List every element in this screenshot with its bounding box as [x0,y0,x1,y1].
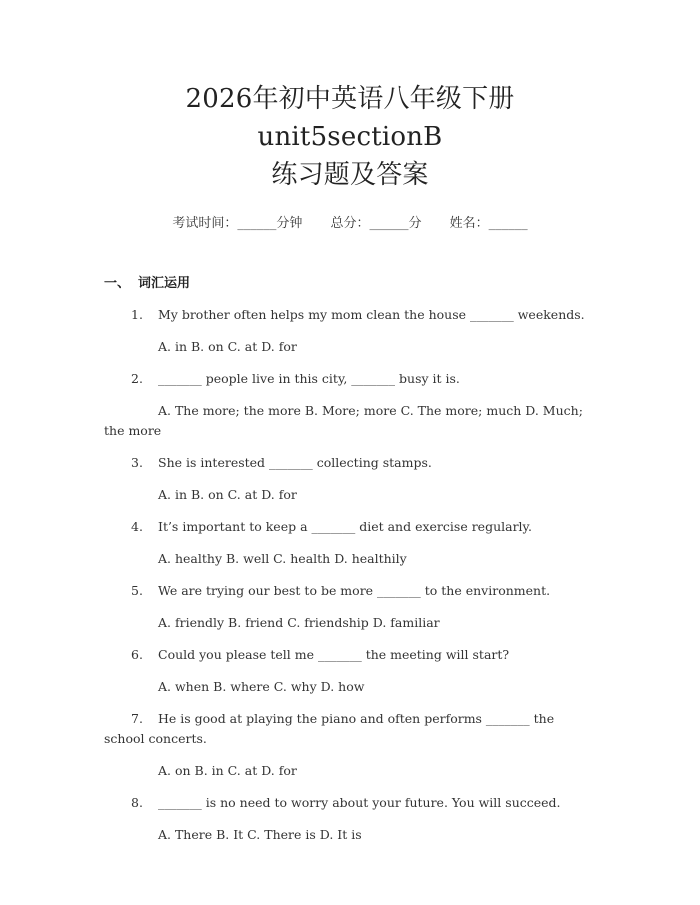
title-line-2: 练习题及答案 [271,160,429,190]
question-item [104,581,596,633]
question-options: A. in B. on C. at D. for [158,339,297,354]
question-number: 8. [131,795,143,810]
question-stem [104,581,596,601]
question-options: A. in B. on C. at D. for [158,487,297,502]
question-stem [104,305,596,325]
question-number: 1. [131,307,143,322]
exam-meta [104,215,596,233]
question-item [104,517,596,569]
document-title [104,0,596,194]
question-options: A. There B. It C. There is D. It is [158,827,362,842]
question-options: A. on B. in C. at D. for [158,763,297,778]
exam-time-field: 考试时间：______分钟 [172,216,303,231]
question-number: 3. [131,455,143,470]
question-item [104,369,596,441]
question-text: _______ people live in this city, _______ busy it is. [158,371,460,386]
question-item [104,709,596,781]
question-item [104,793,596,845]
question-stem [104,709,596,749]
question-number: 4. [131,519,143,534]
question-text: _______ is no need to worry about your future. You will succeed. [158,795,561,810]
question-item [104,645,596,697]
question-stem [104,645,596,665]
question-text: It’s important to keep a _______ diet and exercise regularly. [158,519,532,534]
question-list [104,305,596,845]
question-number: 2. [131,371,143,386]
question-text: Could you please tell me _______ the meeting will start? [158,647,510,662]
question-stem [104,369,596,389]
question-options: A. friendly B. friend C. friendship D. familiar [158,615,440,630]
question-number: 5. [131,583,143,598]
total-score-field: 总分：______分 [330,216,422,231]
question-stem [104,453,596,473]
section-title: 词汇运用 [138,276,191,291]
student-name-field: 姓名：______ [449,216,528,231]
question-item [104,305,596,357]
title-line-1: 2026年初中英语八年级下册unit5sectionB [185,84,515,152]
question-stem [104,793,596,813]
question-options: A. The more; the more B. More; more C. The more; much D. Much; the more [104,403,583,438]
question-number: 7. [131,711,143,726]
question-text: She is interested _______ collecting stamps. [158,455,432,470]
section-number: 一、 [104,276,131,291]
question-options: A. when B. where C. why D. how [158,679,365,694]
question-text: We are trying our best to be more _______ to the environment. [158,583,551,598]
section-heading [104,275,596,293]
question-options: A. healthy B. well C. health D. healthily [158,551,407,566]
question-item [104,453,596,505]
question-stem [104,517,596,537]
question-text: He is good at playing the piano and often performs _______ the school concerts. [104,711,555,746]
question-number: 6. [131,647,143,662]
question-text: My brother often helps my mom clean the house _______ weekends. [158,307,585,322]
